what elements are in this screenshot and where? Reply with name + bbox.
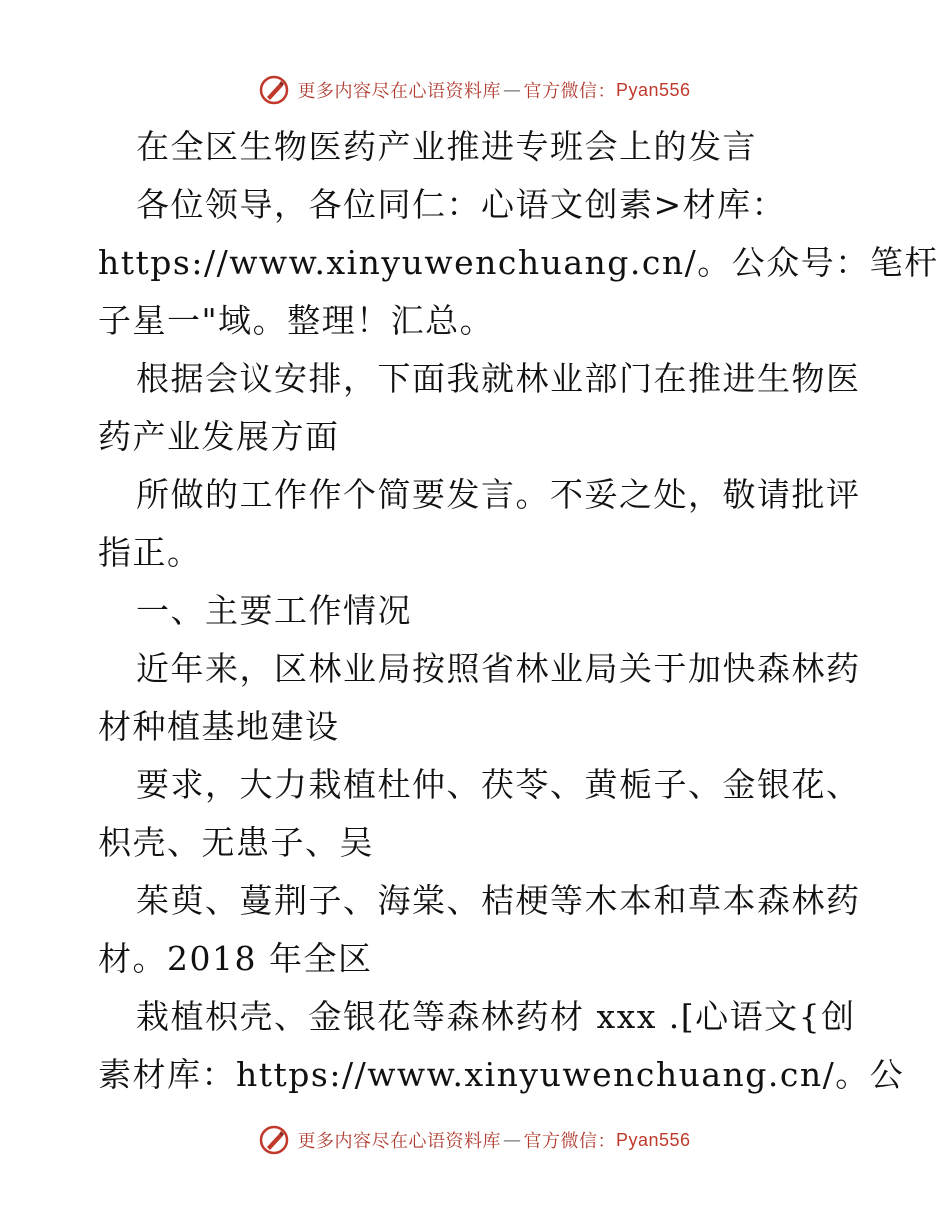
- body-line: 素材库：https://www.xinyuwenchuang.cn/。公: [98, 1055, 905, 1094]
- section-heading: 一、主要工作情况: [136, 591, 412, 630]
- body-line: 要求，大力栽植杜仲、茯苓、黄栀子、金银花、: [136, 765, 861, 804]
- pen-logo-icon: [259, 1125, 289, 1155]
- body-line: 枳壳、无患子、吴: [98, 823, 374, 862]
- body-line: 所做的工作作个简要发言。不妥之处，敬请批评: [136, 475, 861, 514]
- body-line: 材种植基地建设: [98, 707, 340, 746]
- watermark-colon: ：: [597, 1131, 616, 1152]
- watermark-footer: [0, 1122, 950, 1158]
- body-line: 茱萸、蔓荆子、海棠、桔梗等木本和草本森林药: [136, 881, 861, 920]
- salutation-line: 各位领导，各位同仁：心语文创素>材库：: [136, 185, 787, 224]
- watermark-official: 官方微信: [523, 81, 598, 102]
- watermark-header: [0, 72, 950, 108]
- watermark-colon: ：: [597, 81, 616, 102]
- body-line: 指正。: [98, 533, 202, 572]
- watermark-separator: —: [502, 79, 522, 101]
- body-line: 根据会议安排，下面我就林业部门在推进生物医: [136, 359, 861, 398]
- body-line: 材。2018 年全区: [98, 939, 373, 978]
- body-line: 药产业发展方面: [98, 417, 340, 456]
- watermark-official: 官方微信: [523, 1131, 598, 1152]
- watermark-account: Pyan556: [615, 79, 691, 100]
- body-line: https://www.xinyuwenchuang.cn/。公众号：笔杆: [98, 243, 939, 282]
- body-line: 近年来，区林业局按照省林业局关于加快森林药: [136, 649, 861, 688]
- body-line: 栽植枳壳、金银花等森林药材 xxx .[心语文{创: [136, 997, 856, 1036]
- watermark-brand: 更多内容尽在心语资料库: [297, 81, 501, 102]
- body-line: 子星一"域。整理！汇总。: [98, 301, 495, 340]
- pen-logo-icon: [259, 75, 289, 105]
- document-body: [98, 118, 939, 1104]
- watermark-account: Pyan556: [615, 1129, 691, 1150]
- watermark-brand: 更多内容尽在心语资料库: [297, 1131, 501, 1152]
- document-title: 在全区生物医药产业推进专班会上的发言: [136, 127, 757, 166]
- watermark-separator: —: [502, 1129, 522, 1151]
